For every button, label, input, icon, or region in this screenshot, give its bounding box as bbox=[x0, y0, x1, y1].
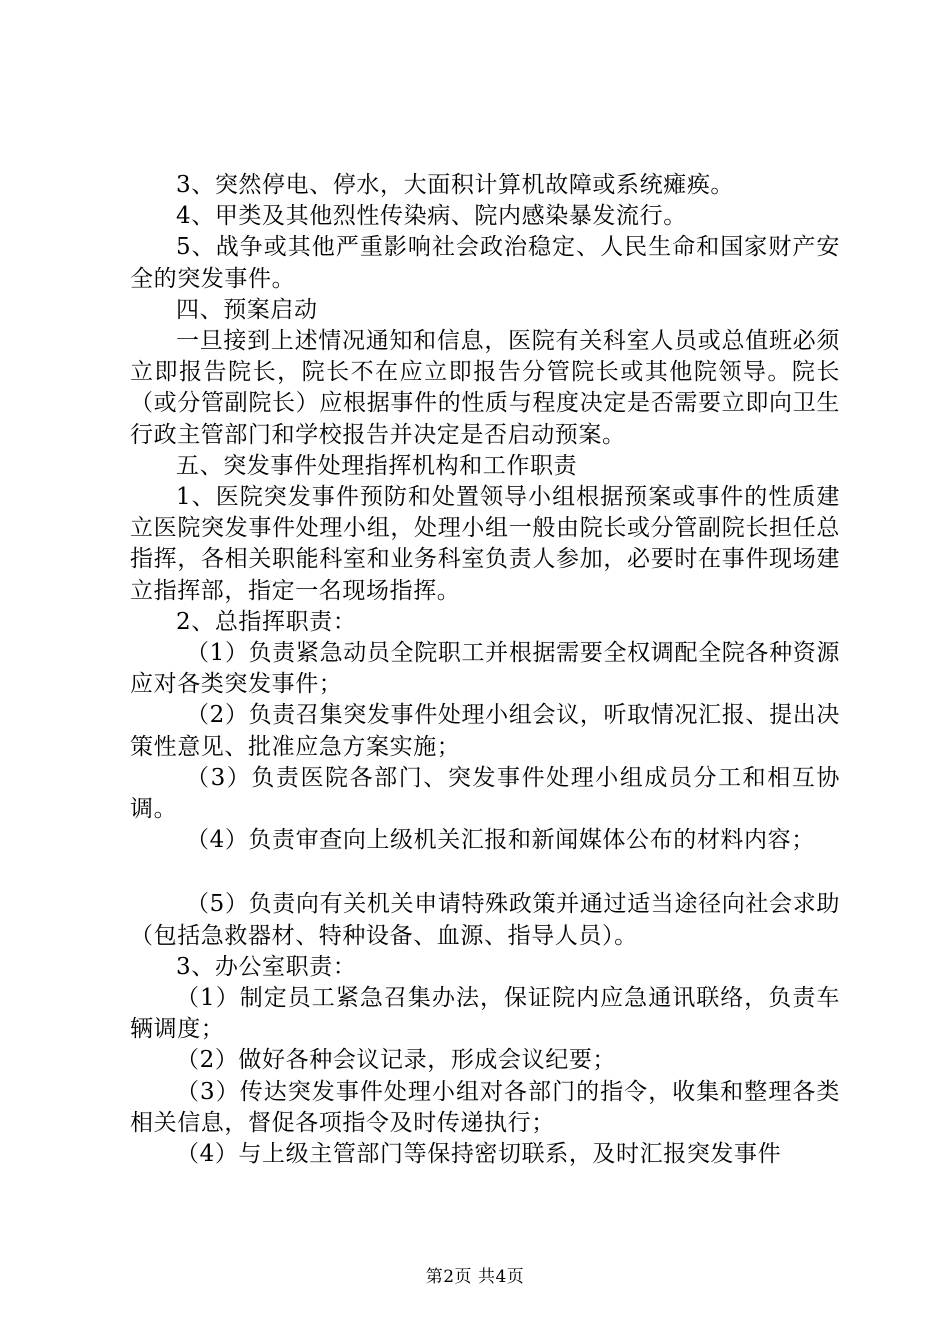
paragraph-item-4: 4、甲类及其他烈性传染病、院内感染暴发流行。 bbox=[176, 203, 687, 230]
subheading-office-duties: 3、办公室职责： bbox=[176, 953, 357, 980]
page-number-footer: 第2页 共4页 bbox=[425, 1267, 525, 1287]
subheading-commander-duties: 2、总指挥职责： bbox=[176, 608, 357, 635]
commander-duty-2: （2）负责召集突发事件处理小组会议，听取情况汇报、提出决策性意见、批准应急方案实施； bbox=[130, 702, 840, 760]
office-duty-2: （2）做好各种会议记录，形成会议纪要； bbox=[176, 1047, 617, 1074]
paragraph-gap bbox=[130, 856, 840, 889]
document-body bbox=[130, 170, 840, 1170]
commander-duty-4: （4）负责审查向上级机关汇报和新闻媒体公布的材料内容； bbox=[186, 827, 815, 854]
paragraph-item-5: 5、战争或其他严重影响社会政治稳定、人民生命和国家财产安全的突发事件。 bbox=[130, 234, 840, 292]
office-duty-4: （4）与上级主管部门等保持密切联系，及时汇报突发事件 bbox=[176, 1141, 782, 1168]
commander-duty-3: （3）负责医院各部门、突发事件处理小组成员分工和相互协调。 bbox=[130, 764, 840, 823]
office-duty-3: （3）传达突发事件处理小组对各部门的指令，收集和整理各类相关信息，督促各项指令及时传递执行； bbox=[130, 1078, 840, 1136]
section-heading-5: 五、突发事件处理指挥机构和工作职责 bbox=[176, 452, 578, 479]
commander-duty-1: （1）负责紧急动员全院职工并根据需要全权调配全院各种资源应对各类突发事件； bbox=[130, 640, 840, 698]
office-duty-1: （1）制定员工紧急召集办法，保证院内应急通讯联络，负责车辆调度； bbox=[130, 985, 840, 1043]
paragraph-plan-activation: 一旦接到上述情况通知和信息，医院有关科室人员或总值班必须立即报告院长，院长不在应立即报告分管院长或其他院领导。院长（或分管副院长）应根据事件的性质与程度决定是否需要立即向卫生行政主管部门和学校报告并决定是否启动预案。 bbox=[130, 328, 840, 448]
section-heading-4: 四、预案启动 bbox=[176, 296, 318, 323]
paragraph-command-structure: 1、医院突发事件预防和处置领导小组根据预案或事件的性质建立医院突发事件处理小组，处理小组一般由院长或分管副院长担任总指挥，各相关职能科室和业务科室负责人参加，必要时在事件现场建立指挥部，指定一名现场指挥。 bbox=[130, 484, 840, 604]
commander-duty-5: （5）负责向有关机关申请特殊政策并通过适当途径向社会求助（包括急救器材、特种设备、血源、指导人员）。 bbox=[130, 891, 840, 949]
paragraph-item-3: 3、突然停电、停水，大面积计算机故障或系统瘫痪。 bbox=[176, 172, 735, 198]
